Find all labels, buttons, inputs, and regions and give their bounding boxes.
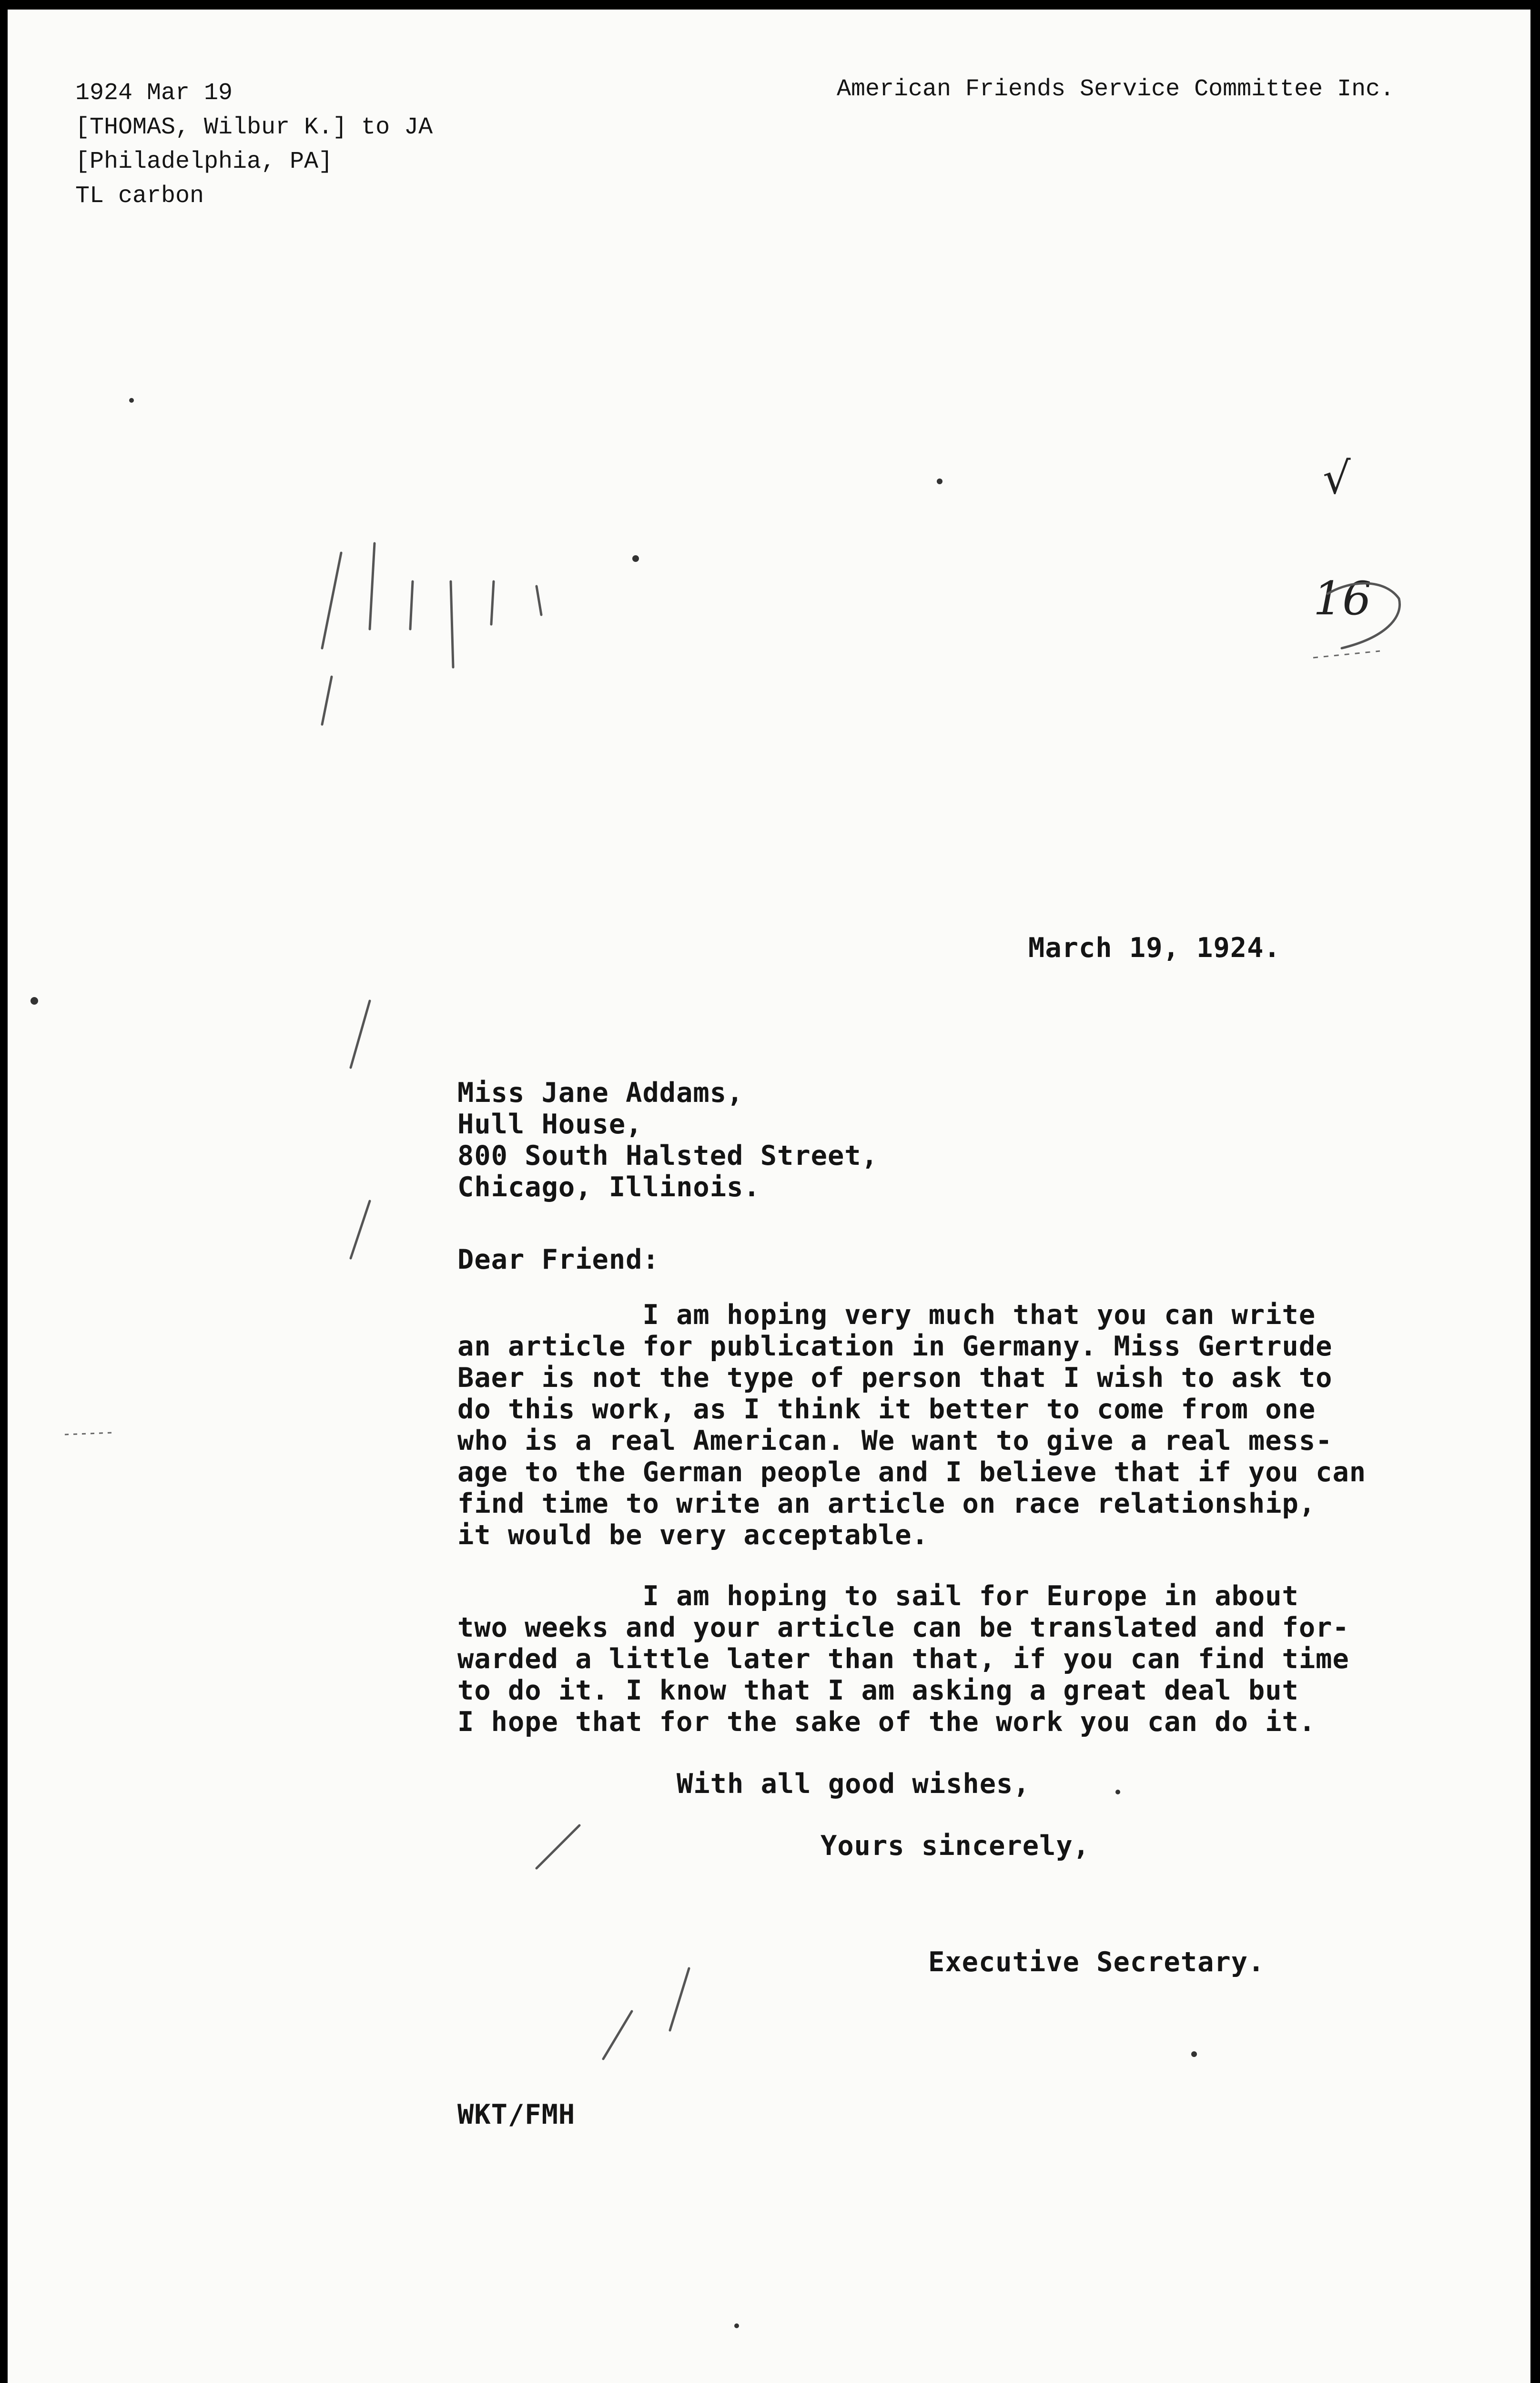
paragraph-line: Baer is not the type of person that I wish to ask to (457, 1362, 1333, 1394)
archival-date: 1924 Mar 19 (75, 80, 233, 107)
paragraph-line: an article for publication in Germany. Miss Gertrude (457, 1331, 1333, 1362)
address-line-name: Miss Jane Addams, (457, 1077, 744, 1109)
address-line-city: Chicago, Illinois. (457, 1171, 760, 1203)
archival-document-type: TL carbon (75, 183, 204, 210)
paragraph-line: age to the German people and I believe that if you can (457, 1456, 1367, 1488)
bleed-through-stroke (537, 586, 541, 615)
smudge-line (1313, 651, 1380, 658)
signer-title: Executive Secretary. (928, 1946, 1265, 1978)
complimentary-close: Yours sincerely, (821, 1830, 1090, 1862)
address-line-street: 800 South Halsted Street, (457, 1140, 878, 1171)
bleed-through-stroke (351, 1201, 370, 1258)
address-line-house: Hull House, (457, 1109, 643, 1140)
paragraph-line: I am hoping very much that you can write (457, 1299, 1316, 1331)
bleed-through-stroke (351, 1001, 370, 1068)
scan-artifacts (8, 10, 1530, 2383)
paragraph-line: to do it. I know that I am asking a great deal but (457, 1675, 1299, 1706)
paragraph-line: it would be very acceptable. (457, 1519, 929, 1551)
bleed-through-stroke (410, 581, 413, 629)
speck (1115, 1790, 1120, 1794)
speck (1191, 2051, 1197, 2057)
paragraph-line: do this work, as I think it better to come from one (457, 1394, 1316, 1425)
bleed-through-stroke (491, 581, 494, 624)
bleed-through-stroke (322, 553, 341, 648)
smudge-line (65, 1433, 112, 1435)
handwritten-page-number: 16 (1313, 572, 1372, 625)
paragraph-line: two weeks and your article can be translated and for- (457, 1612, 1349, 1643)
page-number-circle (1327, 583, 1400, 648)
paragraph-line: warded a little later than that, if you can find time (457, 1643, 1349, 1675)
speck (632, 555, 639, 562)
paragraph-line: find time to write an article on race relationship, (457, 1488, 1316, 1519)
speck (129, 398, 134, 403)
bleed-through-stroke (322, 677, 332, 724)
speck (30, 997, 38, 1005)
speck (937, 479, 942, 484)
bleed-through-stroke (537, 1825, 579, 1868)
archival-place: [Philadelphia, PA] (75, 148, 333, 175)
letter-page (8, 10, 1530, 2383)
bleed-through-stroke (670, 1968, 689, 2030)
paragraph-line: who is a real American. We want to give a real mess- (457, 1425, 1333, 1456)
archival-correspondents: [THOMAS, Wilbur K.] to JA (75, 114, 433, 141)
speck (734, 2323, 739, 2328)
salutation: Dear Friend: (457, 1244, 659, 1275)
paragraph-line: I am hoping to sail for Europe in about (457, 1580, 1299, 1612)
bleed-through-stroke (451, 581, 453, 667)
closing-wishes: With all good wishes, (677, 1768, 1030, 1800)
letter-date: March 19, 1924. (1028, 932, 1281, 964)
organization-name: American Friends Service Committee Inc. (837, 76, 1395, 103)
bleed-through-stroke (370, 543, 375, 629)
paragraph-line: I hope that for the sake of the work you can do it. (457, 1706, 1316, 1738)
handwritten-checkmark: √ (1323, 453, 1351, 504)
bleed-through-stroke (603, 2011, 632, 2059)
reference-initials: WKT/FMH (457, 2099, 576, 2130)
